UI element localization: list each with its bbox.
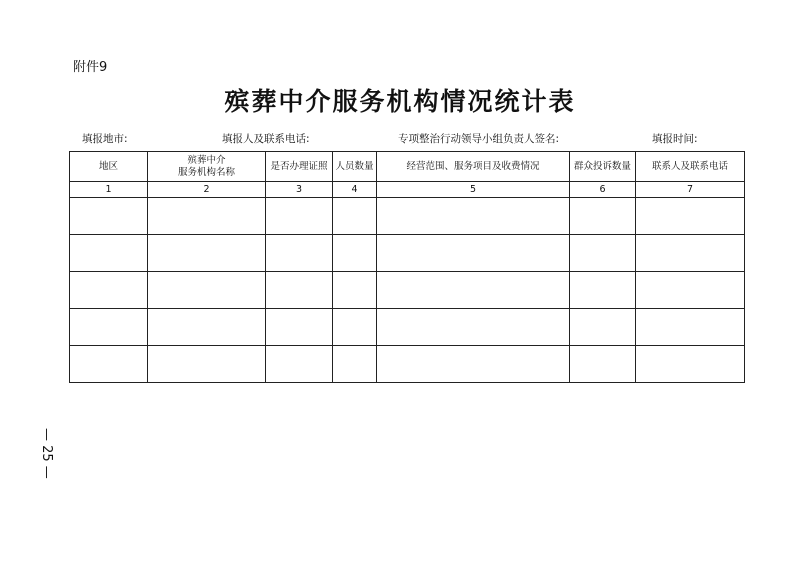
column-number: 1 xyxy=(70,182,148,198)
table-cell[interactable] xyxy=(148,309,266,346)
table-cell[interactable] xyxy=(148,272,266,309)
table-cell[interactable] xyxy=(70,272,148,309)
table-cell[interactable] xyxy=(570,272,636,309)
table-cell[interactable] xyxy=(333,309,377,346)
column-number: 4 xyxy=(333,182,377,198)
column-header-contact: 联系人及联系电话 xyxy=(636,152,745,182)
column-number: 7 xyxy=(636,182,745,198)
table-cell[interactable] xyxy=(636,235,745,272)
field-report-time: 填报时间: xyxy=(652,133,698,145)
table-cell[interactable] xyxy=(70,235,148,272)
table-cell[interactable] xyxy=(266,272,333,309)
table-cell[interactable] xyxy=(148,198,266,235)
column-number: 3 xyxy=(266,182,333,198)
column-number: 5 xyxy=(377,182,570,198)
page-number-text: — 25 — xyxy=(39,428,54,479)
page-title: 殡葬中介服务机构情况统计表 xyxy=(224,87,576,116)
table-cell[interactable] xyxy=(377,198,570,235)
table-cell[interactable] xyxy=(570,235,636,272)
table-cell[interactable] xyxy=(636,309,745,346)
table-row xyxy=(70,309,745,346)
table-cell[interactable] xyxy=(377,235,570,272)
table-cell[interactable] xyxy=(377,346,570,383)
field-city: 填报地市: xyxy=(82,133,128,145)
table-cell[interactable] xyxy=(266,198,333,235)
column-header-agency-name xyxy=(148,152,266,182)
table-cell[interactable] xyxy=(333,346,377,383)
column-number-row xyxy=(70,182,745,198)
table-row xyxy=(70,235,745,272)
table-cell[interactable] xyxy=(570,309,636,346)
table-row xyxy=(70,198,745,235)
page-number xyxy=(38,428,58,488)
column-number: 6 xyxy=(570,182,636,198)
table-cell[interactable] xyxy=(148,346,266,383)
table-cell[interactable] xyxy=(570,346,636,383)
table-cell[interactable] xyxy=(333,198,377,235)
column-header-region: 地区 xyxy=(70,152,148,182)
table-row xyxy=(70,272,745,309)
table-cell[interactable] xyxy=(377,272,570,309)
agency-name-line-2: 服务机构名称 xyxy=(177,166,235,178)
agency-name-line-1: 殡葬中介 xyxy=(187,154,226,166)
table-cell[interactable] xyxy=(266,309,333,346)
table-cell[interactable] xyxy=(636,346,745,383)
table-cell[interactable] xyxy=(266,235,333,272)
table-cell[interactable] xyxy=(70,198,148,235)
attachment-label: 附件9 xyxy=(73,60,108,75)
column-header-license: 是否办理证照 xyxy=(266,152,333,182)
table-cell[interactable] xyxy=(148,235,266,272)
column-number: 2 xyxy=(148,182,266,198)
column-header-complaints: 群众投诉数量 xyxy=(570,152,636,182)
column-header-staff-count: 人员数量 xyxy=(333,152,377,182)
table-cell[interactable] xyxy=(377,309,570,346)
table-header-row xyxy=(70,152,745,182)
table-cell[interactable] xyxy=(333,235,377,272)
table-cell[interactable] xyxy=(266,346,333,383)
table-body xyxy=(70,198,745,383)
table-cell[interactable] xyxy=(333,272,377,309)
table-cell[interactable] xyxy=(636,198,745,235)
statistics-table xyxy=(69,151,745,383)
table-cell[interactable] xyxy=(70,309,148,346)
table-row xyxy=(70,346,745,383)
table-cell[interactable] xyxy=(570,198,636,235)
table-cell[interactable] xyxy=(636,272,745,309)
field-leader-signature: 专项整治行动领导小组负责人签名: xyxy=(398,133,560,145)
column-header-business-scope: 经营范围、服务项目及收费情况 xyxy=(377,152,570,182)
field-reporter: 填报人及联系电话: xyxy=(222,133,310,145)
table-cell[interactable] xyxy=(70,346,148,383)
